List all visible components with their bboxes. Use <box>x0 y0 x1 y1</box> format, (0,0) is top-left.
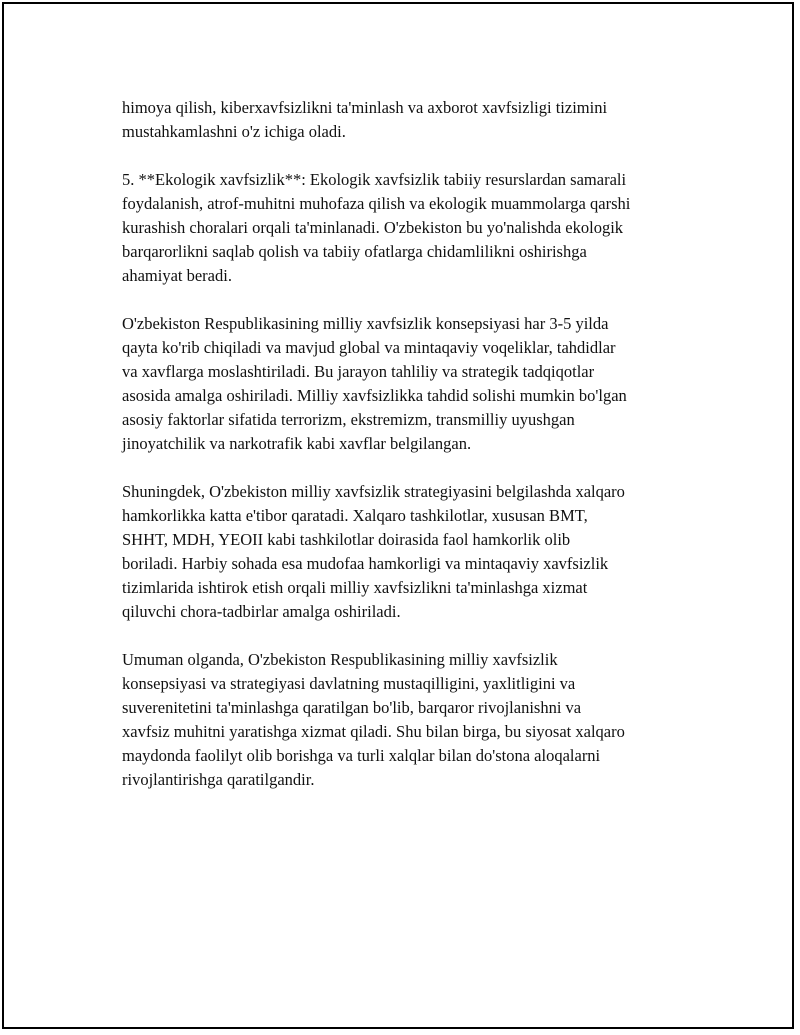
text-line: asosiy faktorlar sifatida terrorizm, ekstremizm, transmilliy uyushgan <box>122 410 575 429</box>
text-line: ahamiyat beradi. <box>122 266 232 285</box>
text-line: kurashish choralari orqali ta'minlanadi. O'zbekiston bu yo'nalishda ekologik <box>122 218 624 237</box>
text-line: SHHT, MDH, YEOII kabi tashkilotlar doirasida faol hamkorlik olib <box>122 530 571 549</box>
paragraph-concept-review <box>122 312 692 456</box>
text-line: va xavflarga moslashtiriladi. Bu jarayon tahliliy va strategik tadqiqotlar <box>122 362 595 381</box>
text-line: tizimlarida ishtirok etish orqali milliy xavfsizlikni ta'minlashga xizmat <box>122 578 588 597</box>
text-line: barqarorlikni saqlab qolish va tabiiy ofatlarga chidamlilikni oshirishga <box>122 242 587 261</box>
text-line: rivojlantirishga qaratilgandir. <box>122 770 315 789</box>
text-line: hamkorlikka katta e'tibor qaratadi. Xalqaro tashkilotlar, xususan BMT, <box>122 506 588 525</box>
paragraph-international-cooperation <box>122 480 692 624</box>
document-body <box>122 96 692 816</box>
text-line: mustahkamlashni o'z ichiga oladi. <box>122 122 346 141</box>
text-line: himoya qilish, kiberxavfsizlikni ta'minlash va axborot xavfsizligi tizimini <box>122 98 608 117</box>
text-line: maydonda faolilyt olib borishga va turli xalqlar bilan do'stona aloqalarni <box>122 746 601 765</box>
text-line: jinoyatchilik va narkotrafik kabi xavflar belgilangan. <box>122 434 472 453</box>
text-line: Shuningdek, O'zbekiston milliy xavfsizlik strategiyasini belgilashda xalqaro <box>122 482 625 501</box>
page-border <box>2 2 794 1029</box>
text-line: qiluvchi chora-tadbirlar amalga oshiriladi. <box>122 602 401 621</box>
text-line: asosida amalga oshiriladi. Milliy xavfsizlikka tahdid solishi mumkin bo'lgan <box>122 386 627 405</box>
paragraph-ecological-security <box>122 168 692 288</box>
text-line: 5. **Ekologik xavfsizlik**: Ekologik xavfsizlik tabiiy resurslardan samarali <box>122 170 627 189</box>
text-line: O'zbekiston Respublikasining milliy xavfsizlik konsepsiyasi har 3-5 yilda <box>122 314 609 333</box>
text-line: konsepsiyasi va strategiyasi davlatning mustaqilligini, yaxlitligini va <box>122 674 576 693</box>
text-line: suverenitetini ta'minlashga qaratilgan bo'lib, barqaror rivojlanishni va <box>122 698 582 717</box>
text-line: Umuman olganda, O'zbekiston Respublikasining milliy xavfsizlik <box>122 650 558 669</box>
text-line: boriladi. Harbiy sohada esa mudofaa hamkorligi va mintaqaviy xavfsizlik <box>122 554 609 573</box>
paragraph-information-security-continuation <box>122 96 692 144</box>
text-line: xavfsiz muhitni yaratishga xizmat qiladi. Shu bilan birga, bu siyosat xalqaro <box>122 722 625 741</box>
text-line: foydalanish, atrof-muhitni muhofaza qilish va ekologik muammolarga qarshi <box>122 194 631 213</box>
paragraph-conclusion <box>122 648 692 792</box>
text-line: qayta ko'rib chiqiladi va mavjud global va mintaqaviy voqeliklar, tahdidlar <box>122 338 616 357</box>
